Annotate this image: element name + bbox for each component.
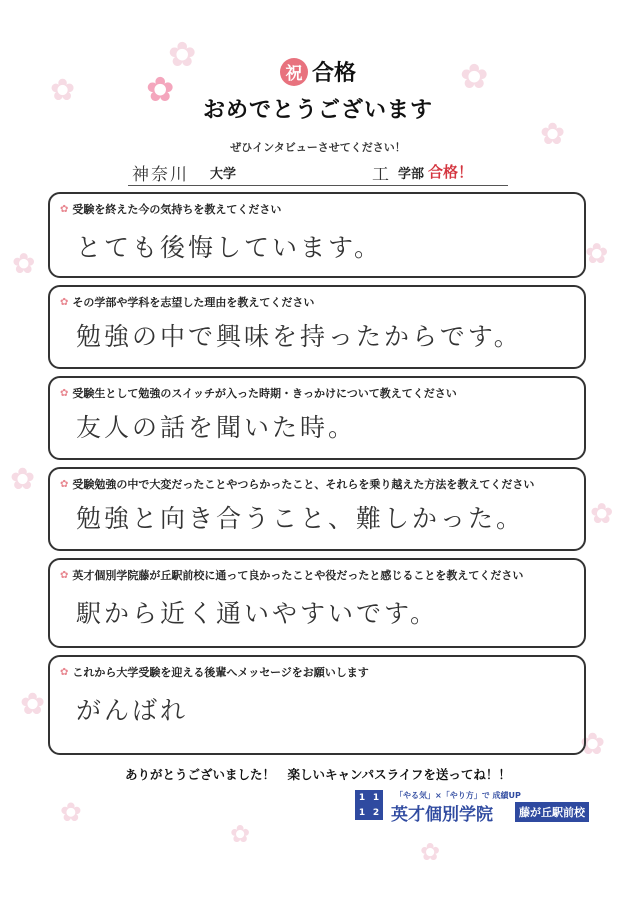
sakura-header-icon: ✿ <box>146 70 175 110</box>
answer-text: 勉強の中で興味を持ったからです。 <box>76 322 522 351</box>
sakura-icon: ✿ <box>590 497 614 530</box>
logo-mark-digit: 1 <box>372 792 380 803</box>
question-box <box>48 467 586 551</box>
sakura-icon: ✿ <box>230 820 251 848</box>
logo-tagline: 「やる気」×「やり方」で 成績UP <box>395 791 521 800</box>
flower-bullet-icon: ✿ <box>60 666 69 678</box>
logo-mark-digit: 1 <box>358 807 366 818</box>
title-congrats: おめでとうございます <box>202 98 433 123</box>
pass-label: 合格！ <box>428 163 474 181</box>
university-info-row <box>128 160 508 186</box>
sakura-icon: ✿ <box>60 798 82 828</box>
university-name: 神奈川 <box>132 165 189 185</box>
sakura-icon: ✿ <box>460 57 489 97</box>
page-header <box>0 56 636 124</box>
sakura-icon: ✿ <box>168 35 197 75</box>
answer-text: 勉強と向き合うこと、難しかった。 <box>76 504 525 533</box>
university-label: 大学 <box>210 167 237 182</box>
logo-mark-digit: 2 <box>372 807 380 818</box>
flower-bullet-icon: ✿ <box>60 569 69 581</box>
flower-bullet-icon: ✿ <box>60 387 69 399</box>
question-box <box>48 285 586 369</box>
answer-text: 駅から近く通いやすいです。 <box>76 599 439 628</box>
question-text: これから大学受験を迎える後輩へメッセージをお願いします <box>72 666 369 679</box>
iwai-badge: 祝 <box>280 58 308 86</box>
sakura-icon: ✿ <box>50 73 76 108</box>
answer-text: がんばれ <box>76 696 189 725</box>
title-row <box>0 56 636 87</box>
question-box <box>48 192 586 278</box>
question-title <box>60 201 281 217</box>
school-logo <box>355 790 595 825</box>
logo-mark <box>355 790 383 820</box>
question-text: 受験勉強の中で大変だったことやつらかったこと、それらを乗り越えた方法を教えてください <box>72 478 535 491</box>
question-title <box>60 385 457 401</box>
question-title <box>60 664 369 680</box>
question-title <box>60 476 534 492</box>
question-title <box>60 567 523 583</box>
question-text: 受験生として勉強のスイッチが入った時期・きっかけについて教えてください <box>72 387 457 400</box>
question-text: その学部や学科を志望した理由を教えてください <box>72 296 315 309</box>
answer-text: 友人の話を聞いた時。 <box>76 413 357 442</box>
footer-message: ありがとうございました！ 楽しいキャンパスライフを送ってね！！ <box>125 767 511 782</box>
title-pass: 合格 <box>311 61 356 86</box>
logo-name: 英才個別学院 <box>391 805 493 825</box>
sakura-icon: ✿ <box>585 237 609 270</box>
question-box <box>48 558 586 648</box>
question-text: 英才個別学院藤が丘駅前校に通って良かったことや役だったと感じることを教えてください <box>72 569 524 582</box>
sakura-icon: ✿ <box>20 687 46 722</box>
flower-bullet-icon: ✿ <box>60 296 69 308</box>
answer-text: とても後悔しています。 <box>76 233 383 262</box>
faculty-name: 工 <box>372 165 389 185</box>
question-title <box>60 294 314 310</box>
sakura-icon: ✿ <box>580 727 606 762</box>
question-box <box>48 376 586 460</box>
logo-branch: 藤が丘駅前校 <box>515 802 589 822</box>
sakura-icon: ✿ <box>12 247 36 280</box>
sakura-icon: ✿ <box>10 462 36 497</box>
flower-bullet-icon: ✿ <box>60 478 69 490</box>
sakura-icon: ✿ <box>540 117 566 152</box>
faculty-label: 学部 <box>398 167 425 182</box>
logo-mark-digit: 1 <box>358 792 366 803</box>
question-text: 受験を終えた今の気持ちを教えてください <box>72 203 282 216</box>
question-box <box>48 655 586 755</box>
interview-prompt: ぜひインタビューさせてください！ <box>230 141 406 154</box>
sakura-icon: ✿ <box>420 838 441 866</box>
flower-bullet-icon: ✿ <box>60 203 69 215</box>
